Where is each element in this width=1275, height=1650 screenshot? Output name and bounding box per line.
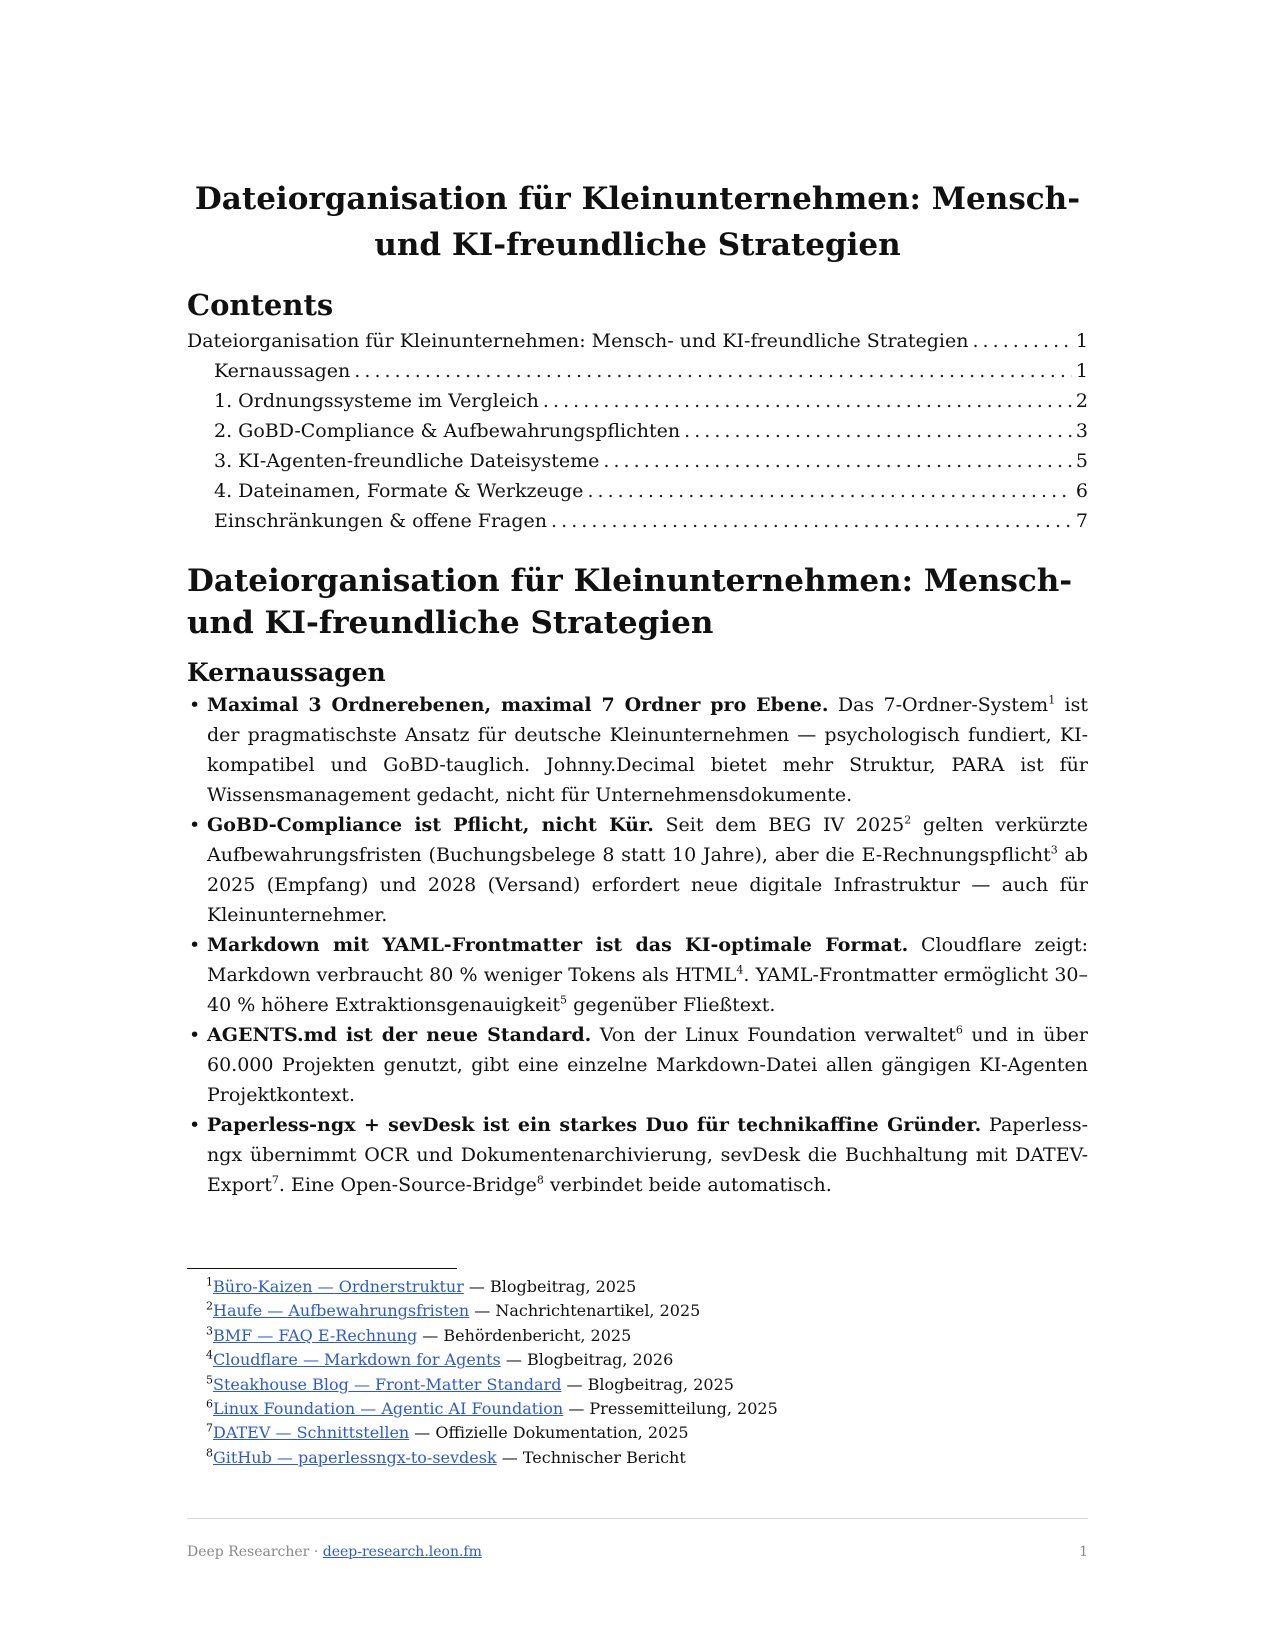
toc-heading: Contents: [187, 288, 334, 322]
footnote: [206, 1397, 778, 1421]
footnote: [206, 1324, 778, 1348]
footnote-ref[interactable]: 8: [536, 1173, 544, 1187]
footnote-desc: — Offizielle Dokumentation, 2025: [409, 1423, 689, 1443]
key-point-text: Paperless-ngx übernimmt OCR und Dokumentenarchivierung, sevDesk die Buchhaltung mit DATEV-Export: [207, 1114, 1088, 1196]
footnote-link[interactable]: BMF — FAQ E-Rechnung: [213, 1325, 418, 1345]
toc-entry-page: 1: [1075, 360, 1088, 382]
key-point-text: ist der pragmatischste Ansatz für deutsche Kleinunternehmen — psychologisch fundiert, KI-kompatibel und GoBD-tauglich. Johnny.Decimal bietet mehr Struktur, PARA ist für Wissensmanagement gedacht, nicht für Unternehmensdokumente.: [207, 694, 1088, 806]
key-point-lead: AGENTS.md ist der neue Standard.: [207, 1024, 592, 1046]
footnote-link[interactable]: Linux Foundation — Agentic AI Foundation: [213, 1399, 564, 1419]
page-number: 1: [1079, 1544, 1088, 1560]
footnote: [206, 1299, 778, 1323]
key-point-text: verbindet beide automatisch.: [543, 1174, 832, 1196]
key-point-text: gelten verkürzte Aufbewahrungsfristen (Buchungsbelege 8 statt 10 Jahre), aber die E-Rechnungspflicht: [207, 814, 1088, 866]
toc-dot-leader: [684, 416, 1072, 446]
footnote-ref[interactable]: 2: [904, 813, 912, 827]
footnote: [206, 1446, 778, 1470]
footer-divider: [187, 1518, 1088, 1519]
toc-entry[interactable]: [187, 326, 1088, 356]
list-item: [187, 930, 1088, 1020]
toc-entry-page: 5: [1075, 450, 1088, 472]
footer-separator: ·: [309, 1544, 323, 1560]
section-heading: Dateiorganisation für Kleinunternehmen: Mensch- und KI-freundliche Strategien: [187, 563, 1073, 641]
bullet-icon: •: [189, 814, 201, 836]
key-point-text: gegenüber Fließtext.: [567, 994, 776, 1016]
footnote-ref[interactable]: 6: [955, 1023, 963, 1037]
footer-brand: Deep Researcher: [187, 1544, 310, 1560]
subsection-heading: Kernaussagen: [187, 658, 386, 687]
toc-entry-page: 3: [1075, 420, 1088, 442]
list-item: [187, 810, 1088, 930]
footnote-ref[interactable]: 1: [1048, 693, 1056, 707]
footnote-desc: — Behördenbericht, 2025: [417, 1325, 632, 1345]
footnote-number: 3: [206, 1324, 213, 1338]
list-item: [187, 1020, 1088, 1110]
footnote-link[interactable]: Haufe — Aufbewahrungsfristen: [213, 1301, 470, 1321]
toc-entry[interactable]: [187, 506, 1088, 536]
bullet-icon: •: [189, 1024, 201, 1046]
toc-dot-leader: [972, 326, 1071, 356]
footnote: [206, 1275, 778, 1299]
toc-entry-page: 6: [1075, 480, 1088, 502]
footnote-number: 2: [206, 1300, 213, 1314]
footnote-number: 8: [206, 1446, 213, 1460]
toc-entry-label: 1. Ordnungssysteme im Vergleich: [214, 390, 539, 412]
key-points-list: [187, 690, 1088, 1200]
footnote-link[interactable]: GitHub — paperlessngx-to-sevdesk: [213, 1447, 497, 1467]
key-point-text: . Eine Open-Source-Bridge: [278, 1174, 537, 1196]
footnote-divider: [187, 1268, 457, 1269]
bullet-icon: •: [189, 694, 201, 716]
key-point-text: und in über 60.000 Projekten genutzt, gibt eine einzelne Markdown-Datei allen gängigen KI-Agenten Projektkontext.: [207, 1024, 1088, 1106]
key-point-lead: Markdown mit YAML-Frontmatter ist das KI-optimale Format.: [207, 934, 909, 956]
footnote: [206, 1348, 778, 1372]
footnote-link[interactable]: Cloudflare — Markdown for Agents: [213, 1350, 501, 1370]
footnote-ref[interactable]: 7: [271, 1173, 279, 1187]
toc-entry[interactable]: [187, 416, 1088, 446]
footnote-ref[interactable]: 3: [1050, 843, 1058, 857]
footnote-ref[interactable]: 5: [560, 993, 568, 1007]
footnote: [206, 1421, 778, 1445]
key-point-text: Seit dem BEG IV 2025: [653, 814, 905, 836]
table-of-contents: [187, 326, 1088, 536]
footnote-number: 6: [206, 1397, 213, 1411]
footnote-number: 1: [206, 1275, 213, 1289]
key-point-text: . YAML-Frontmatter ermöglicht 30–40 % höhere Extraktionsgenauigkeit: [207, 964, 1089, 1016]
toc-entry-page: 2: [1075, 390, 1088, 412]
toc-dot-leader: [354, 356, 1072, 386]
toc-entry-label: Einschränkungen & offene Fragen: [214, 510, 548, 532]
footnote: [206, 1373, 778, 1397]
footnote-desc: — Blogbeitrag, 2026: [500, 1350, 674, 1370]
footnote-desc: — Blogbeitrag, 2025: [561, 1374, 734, 1394]
document-title: Dateiorganisation für Kleinunternehmen: Mensch- und KI-freundliche Strategien: [194, 181, 1081, 263]
footer-source: [187, 1544, 482, 1560]
key-point-text: Cloudflare zeigt: Markdown verbraucht 80 % weniger Tokens als HTML: [207, 934, 1088, 986]
footnote-ref[interactable]: 4: [736, 963, 744, 977]
toc-dot-leader: [603, 446, 1072, 476]
list-item: [187, 1110, 1088, 1200]
toc-entry-page: 7: [1075, 510, 1088, 532]
toc-entry[interactable]: [187, 476, 1088, 506]
toc-entry[interactable]: [187, 446, 1088, 476]
key-point-text: ab 2025 (Empfang) und 2028 (Versand) erfordert neue digitale Infrastruktur — auch für Kleinunternehmer.: [207, 844, 1088, 926]
footnote-number: 5: [206, 1373, 213, 1387]
footnotes: [206, 1275, 778, 1470]
bullet-icon: •: [189, 934, 201, 956]
bullet-icon: •: [189, 1114, 201, 1136]
footer-link[interactable]: deep-research.leon.fm: [322, 1544, 482, 1560]
footnote-number: 7: [206, 1422, 213, 1436]
toc-dot-leader: [551, 506, 1072, 536]
toc-entry-label: 4. Dateinamen, Formate & Werkzeuge: [214, 480, 584, 502]
key-point-lead: Paperless-ngx + sevDesk ist ein starkes Duo für technikaffine Gründer.: [207, 1114, 982, 1136]
toc-entry-label: 3. KI-Agenten-freundliche Dateisysteme: [214, 450, 600, 472]
toc-dot-leader: [543, 386, 1072, 416]
footnote-link[interactable]: Büro-Kaizen — Ordnerstruktur: [213, 1277, 464, 1296]
footnote-link[interactable]: DATEV — Schnittstellen: [213, 1423, 410, 1443]
footnote-desc: — Blogbeitrag, 2025: [463, 1277, 637, 1296]
key-point-text: Das 7-Ordner-System: [828, 694, 1049, 716]
footnote-desc: — Pressemitteilung, 2025: [563, 1399, 778, 1419]
toc-entry[interactable]: [187, 386, 1088, 416]
toc-entry[interactable]: [187, 356, 1088, 386]
toc-entry-label: Kernaussagen: [214, 360, 351, 382]
footnote-number: 4: [206, 1348, 213, 1362]
key-point-lead: GoBD-Compliance ist Pflicht, nicht Kür.: [207, 814, 654, 836]
key-point-lead: Maximal 3 Ordnerebenen, maximal 7 Ordner pro Ebene.: [207, 694, 829, 716]
footnote-desc: — Nachrichtenartikel, 2025: [469, 1301, 701, 1321]
toc-entry-page: 1: [1075, 330, 1088, 352]
toc-entry-label: Dateiorganisation für Kleinunternehmen: Mensch- und KI-freundliche Strategien: [187, 330, 969, 352]
list-item: [187, 690, 1088, 810]
footnote-desc: — Technischer Bericht: [496, 1447, 686, 1467]
key-point-text: Von der Linux Foundation verwaltet: [591, 1024, 956, 1046]
toc-dot-leader: [587, 476, 1071, 506]
footnote-link[interactable]: Steakhouse Blog — Front-Matter Standard: [213, 1374, 562, 1394]
toc-entry-label: 2. GoBD-Compliance & Aufbewahrungspflichten: [214, 420, 681, 442]
page-footer: [187, 1544, 1088, 1560]
